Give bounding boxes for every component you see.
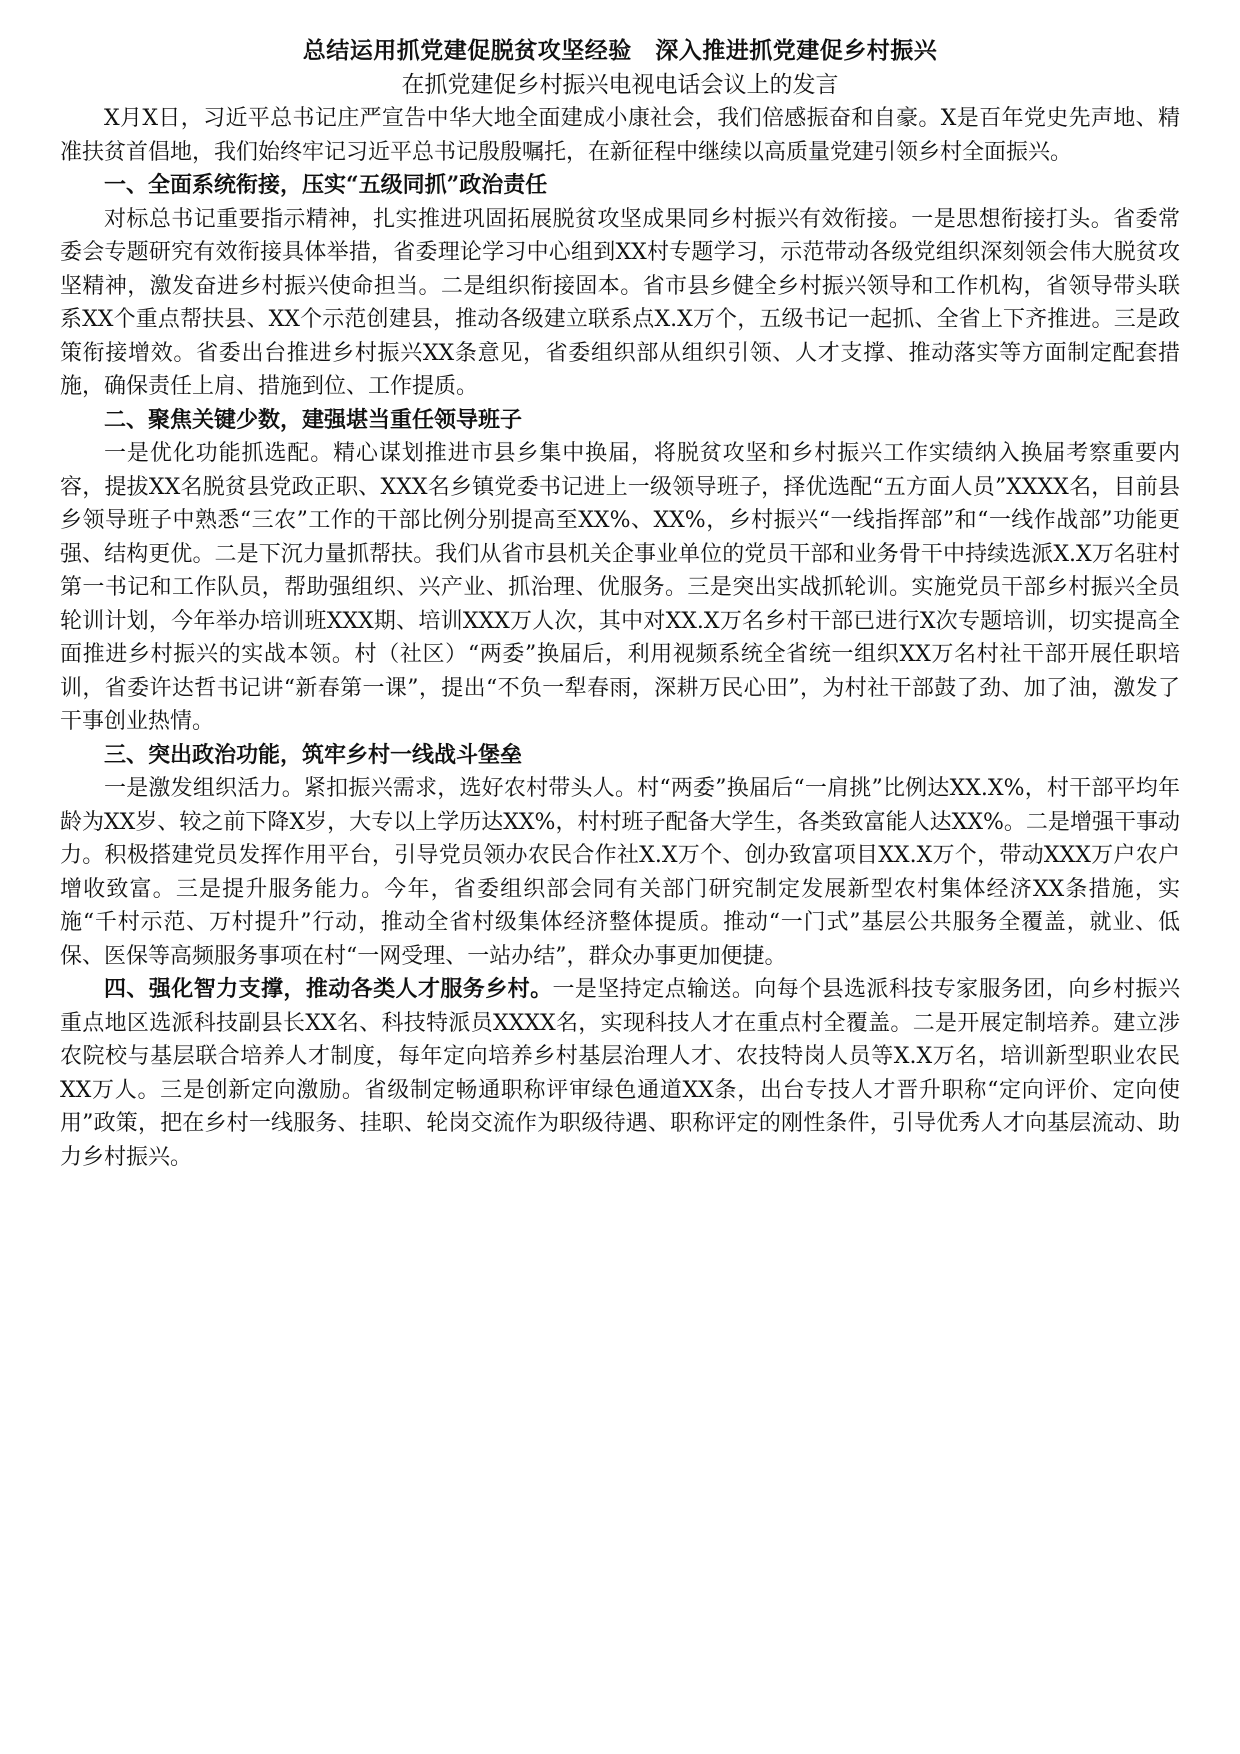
document-subtitle: 在抓党建促乡村振兴电视电话会议上的发言 xyxy=(401,72,839,98)
section-3-heading: 三、突出政治功能，筑牢乡村一线战斗堡垒 xyxy=(104,741,523,768)
section-2-heading: 二、聚焦关键少数，建强堪当重任领导班子 xyxy=(104,406,523,433)
section-1-heading: 一、全面系统衔接，压实“五级同抓”政治责任 xyxy=(104,172,548,198)
intro-paragraph: X月X日，习近平总书记庄严宣告中华大地全面建成小康社会，我们倍感振奋和自豪。X是百年党史先声地、精准扶贫首倡地，我们始终牢记习近平总书记殷殷嘱托，在新征程中继续以高质量党建引领乡村全面振兴。 xyxy=(60,106,1180,165)
section-2-body: 一是优化功能抓选配。精心谋划推进市县乡集中换届，将脱贫攻坚和乡村振兴工作实绩纳入换届考察重要内容，提拔XX名脱贫县党政正职、XXX名乡镇党委书记进上一级领导班子，择优选配“五方面人员”XXXX名，目前县乡领导班子中熟悉“三农”工作的干部比例分别提高至XX%、XX%，乡村振兴“一线指挥部”和“一线作战部”功能更强、结构更优。二是下沉力量抓帮扶。我们从省市县机关企事业单位的党员干部和业务骨干中持续选派X.X万名驻村第一书记和工作队员，帮助强组织、兴产业、抓治理、优服务。三是突出实战抓轮训。实施党员干部乡村振兴全员轮训计划，今年举办培训班XXX期、培训XXX万人次，其中对XX.X万名乡村干部已进行X次专题培训，切实提高全面推进乡村振兴的实战本领。村（社区）“两委”换届后，利用视频系统全省统一组织XX万名村社干部开展任职培训，省委许达哲书记讲“新春第一课”，提出“不负一犁春雨，深耕万民心田”，为村社干部鼓了劲、加了油，激发了干事创业热情。 xyxy=(60,441,1180,734)
document-title: 总结运用抓党建促脱贫攻坚经验 深入推进抓党建促乡村振兴 xyxy=(302,37,938,64)
document-page xyxy=(60,34,1180,1174)
section-3-body: 一是激发组织活力。紧扣振兴需求，选好农村带头人。村“两委”换届后“一肩挑”比例达XX.X%，村干部平均年龄为XX岁、较之前下降X岁，大专以上学历达XX%，村村班子配备大学生，各类致富能人达XX%。二是增强干事动力。积极搭建党员发挥作用平台，引导党员领办农民合作社X.X万个、创办致富项目XX.X万个，带动XXX万户农户增收致富。三是提升服务能力。今年，省委组织部会同有关部门研究制定发展新型农村集体经济XX条措施，实施“千村示范、万村提升”行动，推动全省村级集体经济整体提质。推动“一门式”基层公共服务全覆盖，就业、低保、医保等高频服务事项在村“一网受理、一站办结”，群众办事更加便捷。 xyxy=(60,776,1180,969)
section-4-heading: 四、强化智力支撑，推动各类人才服务乡村。 xyxy=(104,976,553,1002)
section-1-body: 对标总书记重要指示精神，扎实推进巩固拓展脱贫攻坚成果同乡村振兴有效衔接。一是思想衔接打头。省委常委会专题研究有效衔接具体举措，省委理论学习中心组到XX村专题学习，示范带动各级党组织深刻领会伟大脱贫攻坚精神，激发奋进乡村振兴使命担当。二是组织衔接固本。省市县乡健全乡村振兴领导和工作机构，省领导带头联系XX个重点帮扶县、XX个示范创建县，推动各级建立联系点X.X万个，五级书记一起抓、全省上下齐推进。三是政策衔接增效。省委出台推进乡村振兴XX条意见，省委组织部从组织引领、人才支撑、推动落实等方面制定配套措施，确保责任上肩、措施到位、工作提质。 xyxy=(60,206,1180,399)
section-4-body: 一是坚持定点输送。向每个县选派科技专家服务团，向乡村振兴重点地区选派科技副县长XX名、科技特派员XXXX名，实现科技人才在重点村全覆盖。二是开展定制培养。建立涉农院校与基层联合培养人才制度，每年定向培养乡村基层治理人才、农技特岗人员等X.X万名，培训新型职业农民XX万人。三是创新定向激励。省级制定畅通职称评审绿色通道XX条，出台专技人才晋升职称“定向评价、定向使用”政策，把在乡村一线服务、挂职、轮岗交流作为职级待遇、职称评定的刚性条件，引导优秀人才向基层流动、助力乡村振兴。 xyxy=(60,977,1180,1170)
section-4-paragraph xyxy=(60,973,1180,1174)
